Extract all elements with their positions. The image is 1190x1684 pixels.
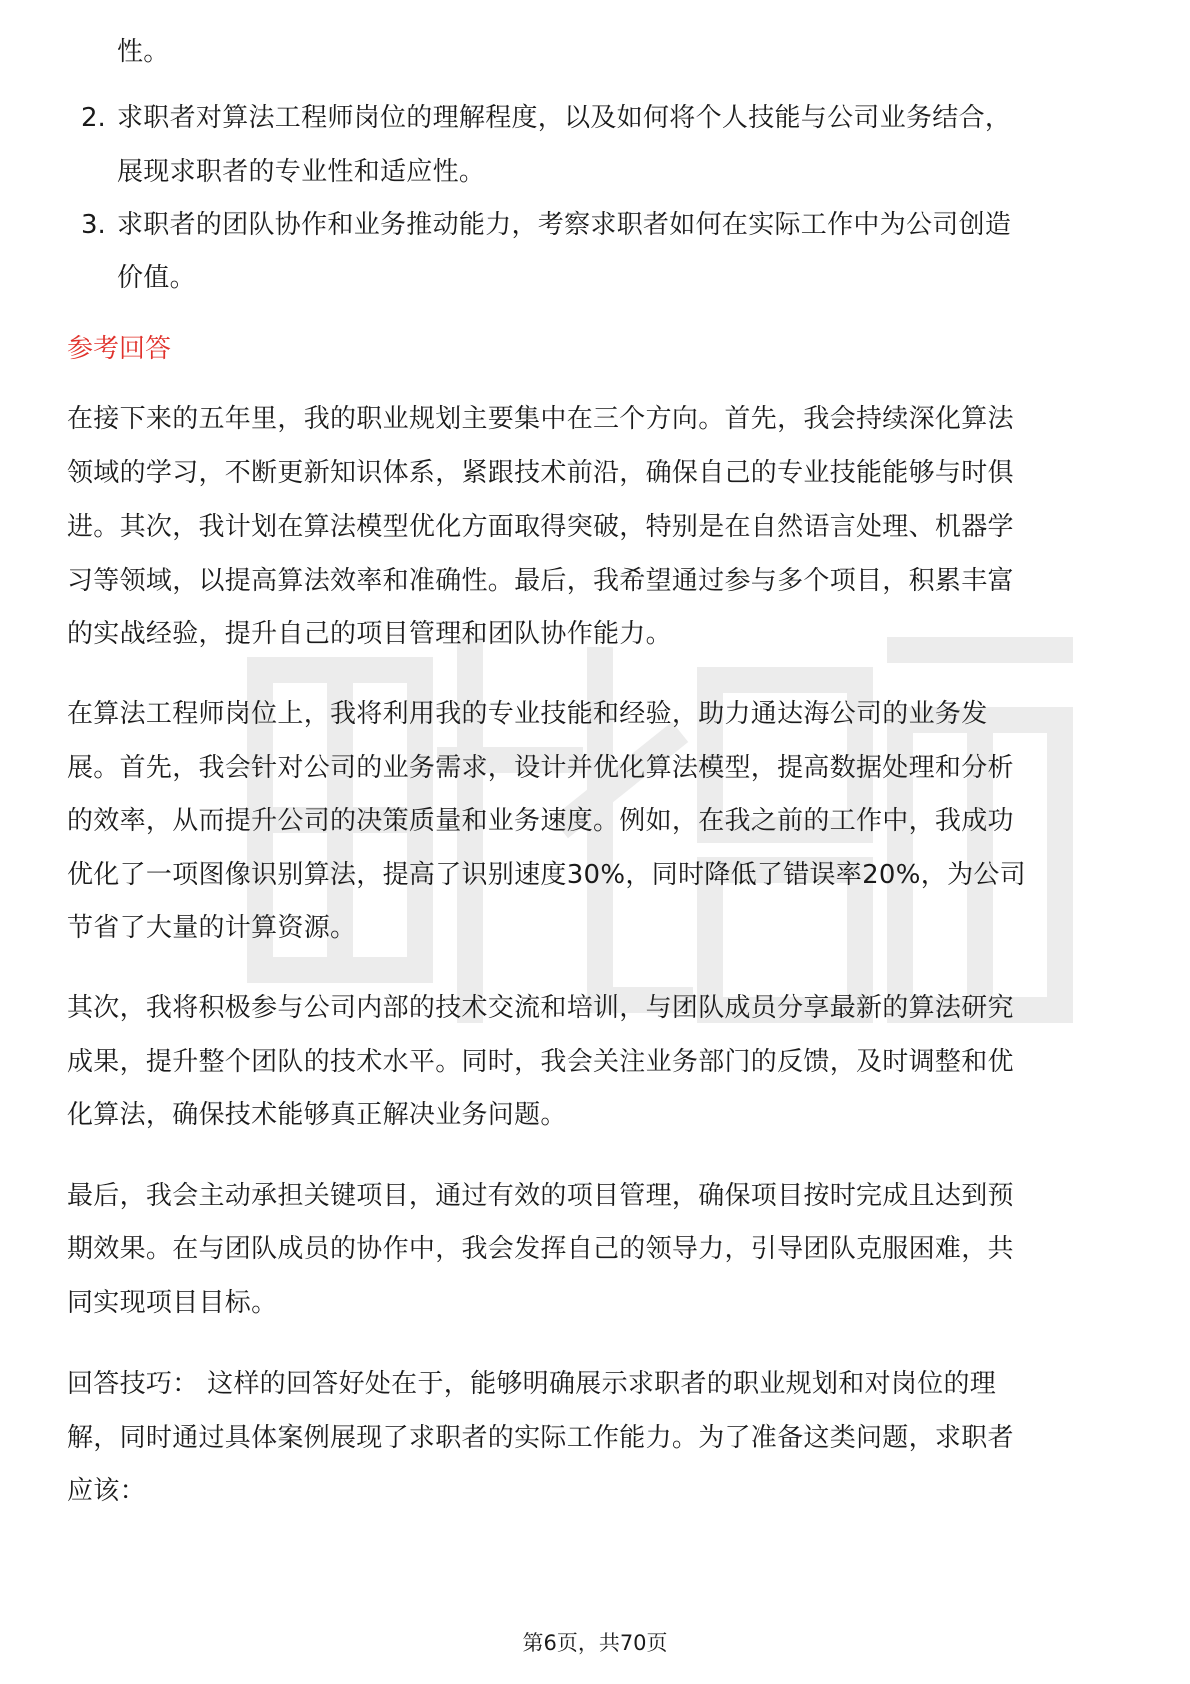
list-item-3-line-2: 价值。 — [117, 263, 196, 293]
tips-line-1: 回答技巧： 这样的回答好处在于，能够明确展示求职者的职业规划和对岗位的理 — [67, 1369, 997, 1399]
paragraph-3-line-1: 其次，我将积极参与公司内部的技术交流和培训，与团队成员分享最新的算法研究 — [67, 993, 1014, 1023]
paragraph-3-line-3: 化算法，确保技术能够真正解决业务问题。 — [67, 1100, 567, 1130]
page-footer: 第6页，共70页 — [522, 1631, 668, 1655]
tips-line-3: 应该： — [67, 1476, 146, 1506]
paragraph-3-line-2: 成果，提升整个团队的技术水平。同时，我会关注业务部门的反馈，及时调整和优 — [67, 1047, 1014, 1077]
paragraph-2-line-2: 展。首先，我会针对公司的业务需求，设计并优化算法模型，提高数据处理和分析 — [67, 753, 1014, 783]
paragraph-1-line-4: 习等领域，以提高算法效率和准确性。最后，我希望通过参与多个项目，积累丰富 — [67, 566, 1014, 596]
list-item-3-number: 3. — [81, 210, 106, 240]
tips-line-2: 解，同时通过具体案例展现了求职者的实际工作能力。为了准备这类问题，求职者 — [67, 1423, 1014, 1453]
paragraph-1-line-3: 进。其次，我计划在算法模型优化方面取得突破，特别是在自然语言处理、机器学 — [67, 512, 1014, 542]
list-item-3-line-1: 求职者的团队协作和业务推动能力，考察求职者如何在实际工作中为公司创造 — [117, 210, 1012, 240]
paragraph-4-line-3: 同实现项目目标。 — [67, 1288, 278, 1318]
list-item-2-number: 2. — [81, 103, 106, 133]
paragraph-1-line-2: 领域的学习，不断更新知识体系，紧跟技术前沿，确保自己的专业技能能够与时俱 — [67, 458, 1014, 488]
paragraph-2-line-1: 在算法工程师岗位上，我将利用我的专业技能和经验，助力通达海公司的业务发 — [67, 699, 988, 729]
list-item-2-line-1: 求职者对算法工程师岗位的理解程度，以及如何将个人技能与公司业务结合， — [117, 103, 1012, 133]
paragraph-4-line-1: 最后，我会主动承担关键项目，通过有效的项目管理，确保项目按时完成且达到预 — [67, 1181, 1014, 1211]
paragraph-1-line-5: 的实战经验，提升自己的项目管理和团队协作能力。 — [67, 619, 672, 649]
paragraph-2-line-5: 节省了大量的计算资源。 — [67, 913, 357, 943]
list-item-1-continuation: 性。 — [117, 37, 170, 67]
reference-answer-heading: 参考回答 — [67, 334, 172, 364]
paragraph-1-line-1: 在接下来的五年里，我的职业规划主要集中在三个方向。首先，我会持续深化算法 — [67, 404, 1014, 434]
paragraph-2-line-4: 优化了一项图像识别算法，提高了识别速度30%，同时降低了错误率20%，为公司 — [67, 860, 1026, 890]
paragraph-2-line-3: 的效率，从而提升公司的决策质量和业务速度。例如，在我之前的工作中，我成功 — [67, 806, 1014, 836]
list-item-2-line-2: 展现求职者的专业性和适应性。 — [117, 157, 486, 187]
paragraph-4-line-2: 期效果。在与团队成员的协作中，我会发挥自己的领导力，引导团队克服困难，共 — [67, 1234, 1014, 1264]
